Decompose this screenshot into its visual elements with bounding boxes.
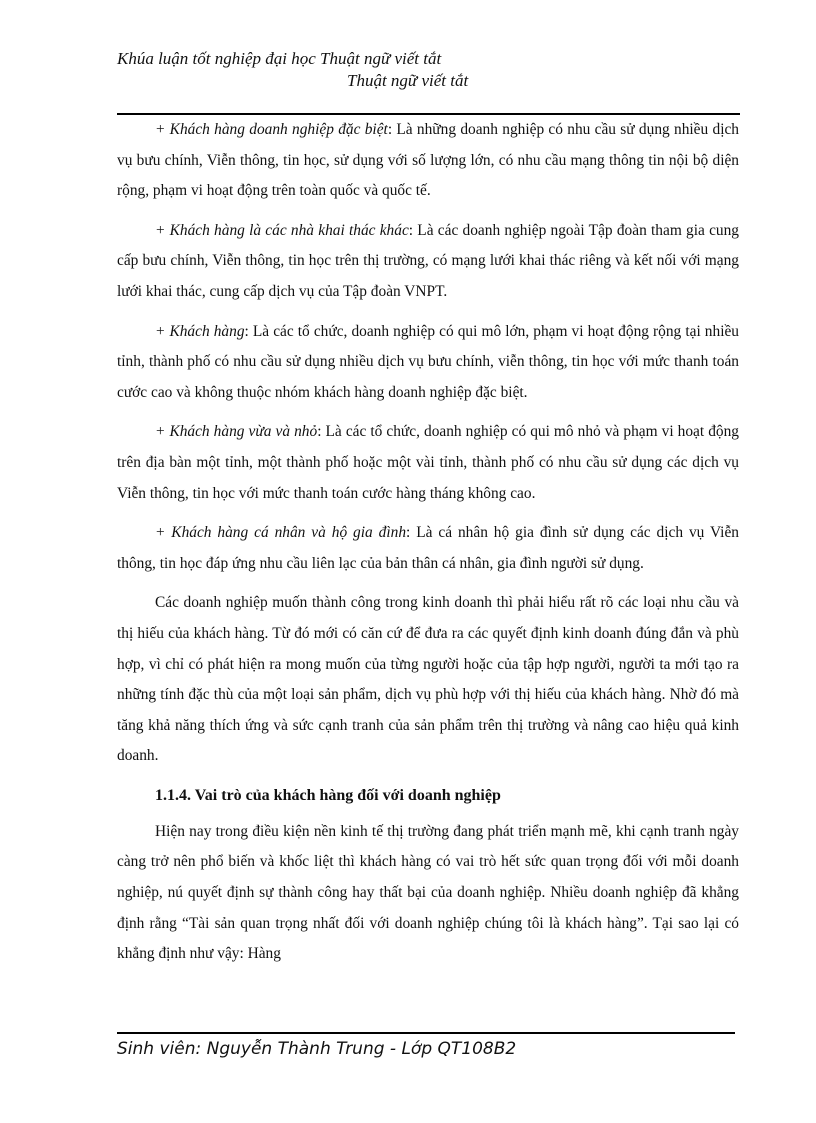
header-line-2: Thuật ngữ viết tắt bbox=[347, 71, 469, 90]
customer-type-text: : Là các tổ chức, doanh nghiệp có qui mô lớn, phạm vi hoạt động rộng tại nhiều tỉnh, thành phố có nhu cầu sử dụng nhiều dịch vụ bưu chính, viễn thông, tin học với mức thanh toán cước cao và không thuộc nhóm khách hàng doanh nghiệp đặc biệt. bbox=[117, 322, 739, 401]
customer-type-paragraph bbox=[117, 317, 739, 409]
customer-type-term: + Khách hàng bbox=[155, 322, 245, 340]
customer-type-term: + Khách hàng cá nhân và hộ gia đình bbox=[155, 524, 407, 542]
customer-type-text: : Là các tổ chức, doanh nghiệp có qui mô nhỏ và phạm vi hoạt động trên địa bàn một tỉnh, một thành phố hoặc một vài tỉnh, thành phố có nhu cầu sử dụng các dịch vụ Viễn thông, tin học với mức thanh toán cước hàng tháng không cao. bbox=[117, 423, 740, 502]
customer-type-term: + Khách hàng vừa và nhỏ bbox=[155, 423, 318, 441]
customer-type-term: + Khách hàng doanh nghiệp đặc biệt bbox=[155, 121, 388, 138]
page-footer: Sinh viên: Nguyễn Thành Trung - Lớp QT108B2 bbox=[117, 1039, 517, 1059]
customer-type-text: : Là các doanh nghiệp ngoài Tập đoàn tham gia cung cấp bưu chính, Viễn thông, tin học trên thị trường, có mạng lưới khai thác riêng và kết nối với mạng lưới khai thác, cung cấp dịch vụ của Tập đoàn VNPT. bbox=[117, 221, 739, 300]
customer-type-term: + Khách hàng là các nhà khai thác khác bbox=[155, 221, 409, 239]
customer-type-paragraph bbox=[117, 518, 739, 579]
section-heading: 1.1.4. Vai trò của khách hàng đối với doanh nghiệp bbox=[155, 786, 501, 804]
customer-type-paragraph bbox=[117, 115, 739, 207]
customer-type-text: : Là cá nhân hộ gia đình sử dụng các dịch vụ Viễn thông, tin học đáp ứng nhu cầu liên lạc của bản thân cá nhân, gia đình người sử dụng. bbox=[117, 524, 739, 572]
page-header bbox=[117, 48, 737, 92]
body-paragraph: Các doanh nghiệp muốn thành công trong kinh doanh thì phải hiểu rất rõ các loại nhu cầu và thị hiếu của khách hàng. Từ đó mới có căn cứ để đưa ra các quyết định kinh doanh đúng đắn và phù hợp, vì chỉ có phát hiện ra mong muốn của từng người hoặc của tập hợp người, người ta mới tạo ra những tính đặc thù của một loại sản phẩm, dịch vụ phù hợp với thị hiếu của khách hàng. Nhờ đó mà tăng khả năng thích ứng và sức cạnh tranh của sản phẩm trên thị trường và nâng cao hiệu quả kinh doanh. bbox=[117, 594, 739, 765]
customer-type-paragraph bbox=[117, 417, 739, 509]
customer-type-text: : Là những doanh nghiệp có nhu cầu sử dụng nhiều dịch vụ bưu chính, Viễn thông, tin học, sử dụng với số lượng lớn, có nhu cầu mạng thông tin nội bộ diện rộng, phạm vi hoạt động trên toàn quốc và quốc tế. bbox=[117, 121, 739, 200]
page-content bbox=[117, 115, 739, 979]
customer-type-paragraph bbox=[117, 216, 739, 308]
footer-rule bbox=[117, 1032, 735, 1034]
header-line-1: Khúa luận tốt nghiệp đại học Thuật ngữ viết tắt bbox=[117, 49, 442, 68]
section-paragraph: Hiện nay trong điều kiện nền kinh tế thị trường đang phát triển mạnh mẽ, khi cạnh tranh ngày càng trở nên phổ biến và khốc liệt thì khách hàng có vai trò hết sức quan trọng đối với mỗi doanh nghiệp, nú quyết định sự thành công hay thất bại của doanh nghiệp. Nhiều doanh nghiệp đã khẳng định rằng “Tài sản quan trọng nhất đối với doanh nghiệp chúng tôi là khách hàng”. Tại sao lại có khẳng định như vậy: Hàng bbox=[117, 822, 739, 963]
